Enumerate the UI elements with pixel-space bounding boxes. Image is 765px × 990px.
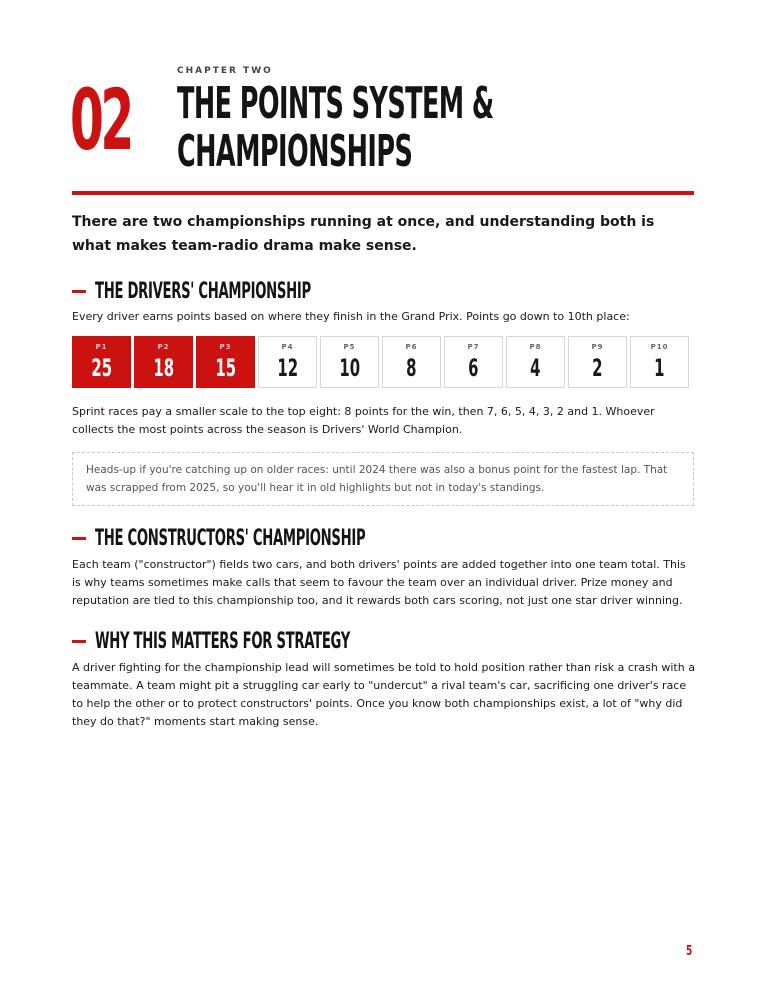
- points-value: 12: [277, 354, 298, 382]
- points-cell: [320, 336, 379, 388]
- strategy-body-paragraph: A driver fighting for the championship lead will sometimes be told to hold position rather than risk a crash with a teammate. A team might pit a struggling car early to "undercut" a rival team's car, sacrificing one driver's race to help the other or to protect constructors' points. Once you know both championships exist, a lot of "why did they do that?" moments start making sense.: [72, 661, 695, 728]
- page-number: 5: [686, 944, 693, 959]
- points-value: 4: [530, 354, 541, 382]
- section-heading-text: WHY THIS MATTERS FOR STRATEGY: [95, 629, 351, 654]
- points-position: P5: [343, 343, 356, 351]
- points-cell: [568, 336, 627, 388]
- points-value: 1: [654, 354, 665, 382]
- title-rule: [72, 191, 694, 195]
- drivers-body-paragraph: Sprint races pay a smaller scale to the top eight: 8 points for the win, then 7, 6, 5, 4, 3, 2 and 1. Whoever collects the most points across the season is Drivers' World Champion.: [72, 405, 655, 436]
- section-heading-strategy: [72, 629, 694, 655]
- points-position: P1: [95, 343, 108, 351]
- points-cell: [196, 336, 255, 388]
- points-cell: [382, 336, 441, 388]
- section-heading-text: THE DRIVERS' CHAMPIONSHIP: [95, 279, 311, 304]
- intro-paragraph: There are two championships running at once, and understanding both is what makes team-radio drama make sense.: [72, 214, 655, 254]
- points-cell: [258, 336, 317, 388]
- note-callout-text: Heads-up if you're catching up on older races: until 2024 there was also a bonus point for the fastest lap. That was scrapped from 2025, so you'll hear it in old highlights but not in today's standings.: [86, 464, 668, 494]
- points-cell: [444, 336, 503, 388]
- heading-dash: [72, 640, 86, 643]
- heading-dash: [72, 537, 86, 540]
- points-position: P2: [157, 343, 170, 351]
- section-heading-constructors: [72, 526, 694, 552]
- points-position: P6: [405, 343, 418, 351]
- chapter-title: [177, 80, 641, 176]
- points-value: 15: [215, 354, 236, 382]
- points-cell: [506, 336, 565, 388]
- points-position: P9: [591, 343, 604, 351]
- section-heading-drivers: [72, 279, 694, 305]
- points-position: P3: [219, 343, 232, 351]
- note-callout: [72, 452, 694, 506]
- points-cell: [72, 336, 131, 388]
- points-value: 2: [592, 354, 603, 382]
- points-value: 10: [339, 354, 360, 382]
- chapter-label: CHAPTER TWO: [177, 66, 273, 76]
- points-value: 25: [91, 354, 112, 382]
- constructors-body-paragraph: Each team ("constructor") fields two cars, and both drivers' points are added together into one team total. This is why teams sometimes make calls that seem to favour the team over an individual driver. Prize money and reputation are tied to this championship too, and it rewards both cars scoring, not just one star driver winning.: [72, 558, 686, 607]
- points-value: 8: [406, 354, 417, 382]
- chapter-title-text: THE POINTS SYSTEM & CHAMPIONSHIPS: [177, 78, 494, 177]
- points-cell: [630, 336, 689, 388]
- points-value: 6: [468, 354, 479, 382]
- heading-dash: [72, 290, 86, 293]
- points-position: P8: [529, 343, 542, 351]
- points-position: P10: [650, 343, 669, 351]
- points-position: P7: [467, 343, 480, 351]
- points-cell: [134, 336, 193, 388]
- points-value: 18: [153, 354, 174, 382]
- points-table: [72, 336, 694, 390]
- section-heading-text: THE CONSTRUCTORS' CHAMPIONSHIP: [95, 526, 366, 551]
- points-position: P4: [281, 343, 294, 351]
- chapter-number: 02: [70, 71, 131, 169]
- drivers-lead-paragraph: Every driver earns points based on where they finish in the Grand Prix. Points go down to 10th place:: [72, 310, 630, 323]
